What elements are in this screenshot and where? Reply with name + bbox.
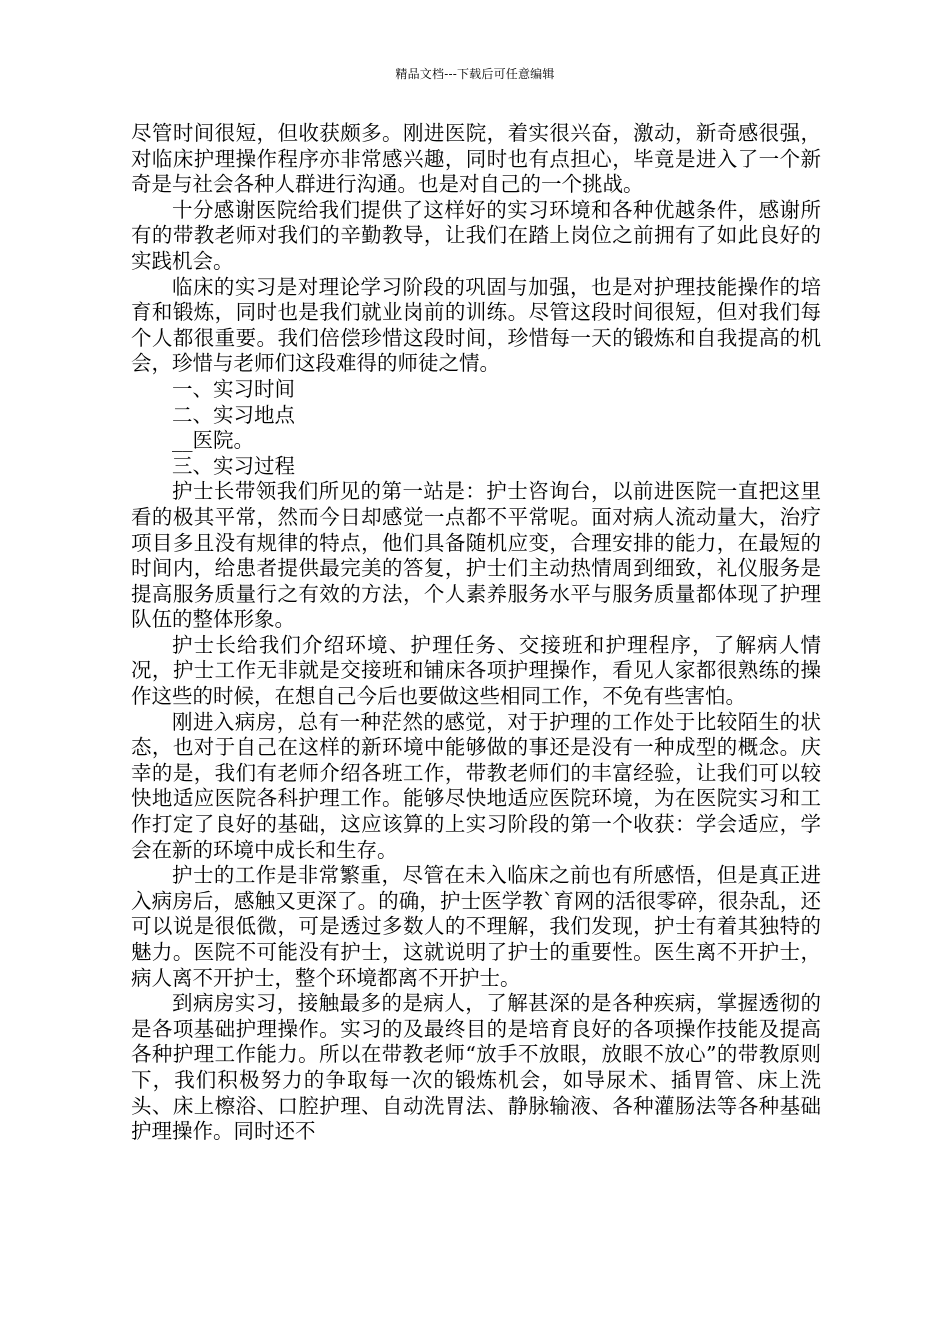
hospital-name-line: __医院。: [172, 428, 254, 453]
page-header: 精品文档---下载后可任意编辑: [395, 67, 555, 81]
document-body: [131, 121, 821, 1145]
heading-internship-time: 一、实习时间: [172, 376, 295, 401]
paragraph-entering-ward: 刚进入病房，总有一种茫然的感觉，对于护理的工作处于比较陌生的状态，也对于自己在这样的新环境中能够做的事还是没有一种成型的概念。庆幸的是，我们有老师介绍各班工作，带教老师们的丰富经验，让我们可以较快地适应医院各科护理工作。能够尽快地适应医院环境，为在医院实习和工作打定了良好的基础，这应该算的上实习阶段的第一个收获：学会适应，学会在新的环境中成长和生存。: [131, 709, 821, 862]
paragraph-head-nurse-intro: 护士长给我们介绍环境、护理任务、交接班和护理程序，了解病人情况，护士工作无非就是交接班和铺床各项护理操作，看见人家都很熟练的操作这些的时候，在想自己今后也要做这些相同工作，不免有些害怕。: [131, 632, 821, 709]
paragraph-intro: 尽管时间很短，但收获颇多。刚进医院，着实很兴奋，激动，新奇感很强，对临床护理操作程序亦非常感兴趣，同时也有点担心，毕竟是进入了一个新奇是与社会各种人群进行沟通。也是对自己的一个挑战。: [131, 121, 821, 197]
heading-internship-process: 三、实习过程: [172, 453, 295, 478]
paragraph-clinical-practice: 临床的实习是对理论学习阶段的巩固与加强，也是对护理技能操作的培育和锻炼，同时也是我们就业岗前的训练。尽管这段时间很短，但对我们每个人都很重要。我们倍偿珍惜这段时间，珍惜每一天的锻炼和自我提高的机会，珍惜与老师们这段难得的师徒之情。: [131, 274, 821, 376]
paragraph-thanks: 十分感谢医院给我们提供了这样好的实习环境和各种优越条件，感谢所有的带教老师对我们的辛勤教导，让我们在踏上岗位之前拥有了如此良好的实践机会。: [131, 197, 821, 273]
paragraph-nurse-work: 护士的工作是非常繁重，尽管在未入临床之前也有所感悟，但是真正进入病房后，感触又更深了。的确，护士医学教`育网的活很零碎，很杂乱，还可以说是很低微，可是透过多数人的不理解，我们发现，护士有着其独特的魅力。医院不可能没有护士，这就说明了护士的重要性。医生离不开护士，病人离不开护士，整个环境都离不开护士。: [131, 863, 821, 990]
paragraph-ward-practice: 到病房实习，接触最多的是病人，了解甚深的是各种疾病，掌握透彻的是各项基础护理操作。实习的及最终目的是培育良好的各项操作技能及提高各种护理工作能力。所以在带教老师“放手不放眼，放眼不放心”的带教原则下，我们积极努力的争取每一次的锻炼机会，如导尿术、插胃管、床上洗头、床上檫浴、口腔护理、自动洗胃法、静脉输液、各种灌肠法等各种基础护理操作。同时还不: [131, 991, 821, 1144]
heading-internship-location: 二、实习地点: [172, 402, 295, 427]
paragraph-consultation-desk: 护士长带领我们所见的第一站是：护士咨询台，以前进医院一直把这里看的极其平常，然而今日却感觉一点都不平常呢。面对病人流动量大，治疗项目多且没有规律的特点，他们具备随机应变，合理安排的能力，在最短的时间内，给患者提供最完美的答复，护士们主动热情周到细致，礼仪服务是提高服务质量行之有效的方法，个人素养服务水平与服务质量都体现了护理队伍的整体形象。: [131, 479, 821, 632]
